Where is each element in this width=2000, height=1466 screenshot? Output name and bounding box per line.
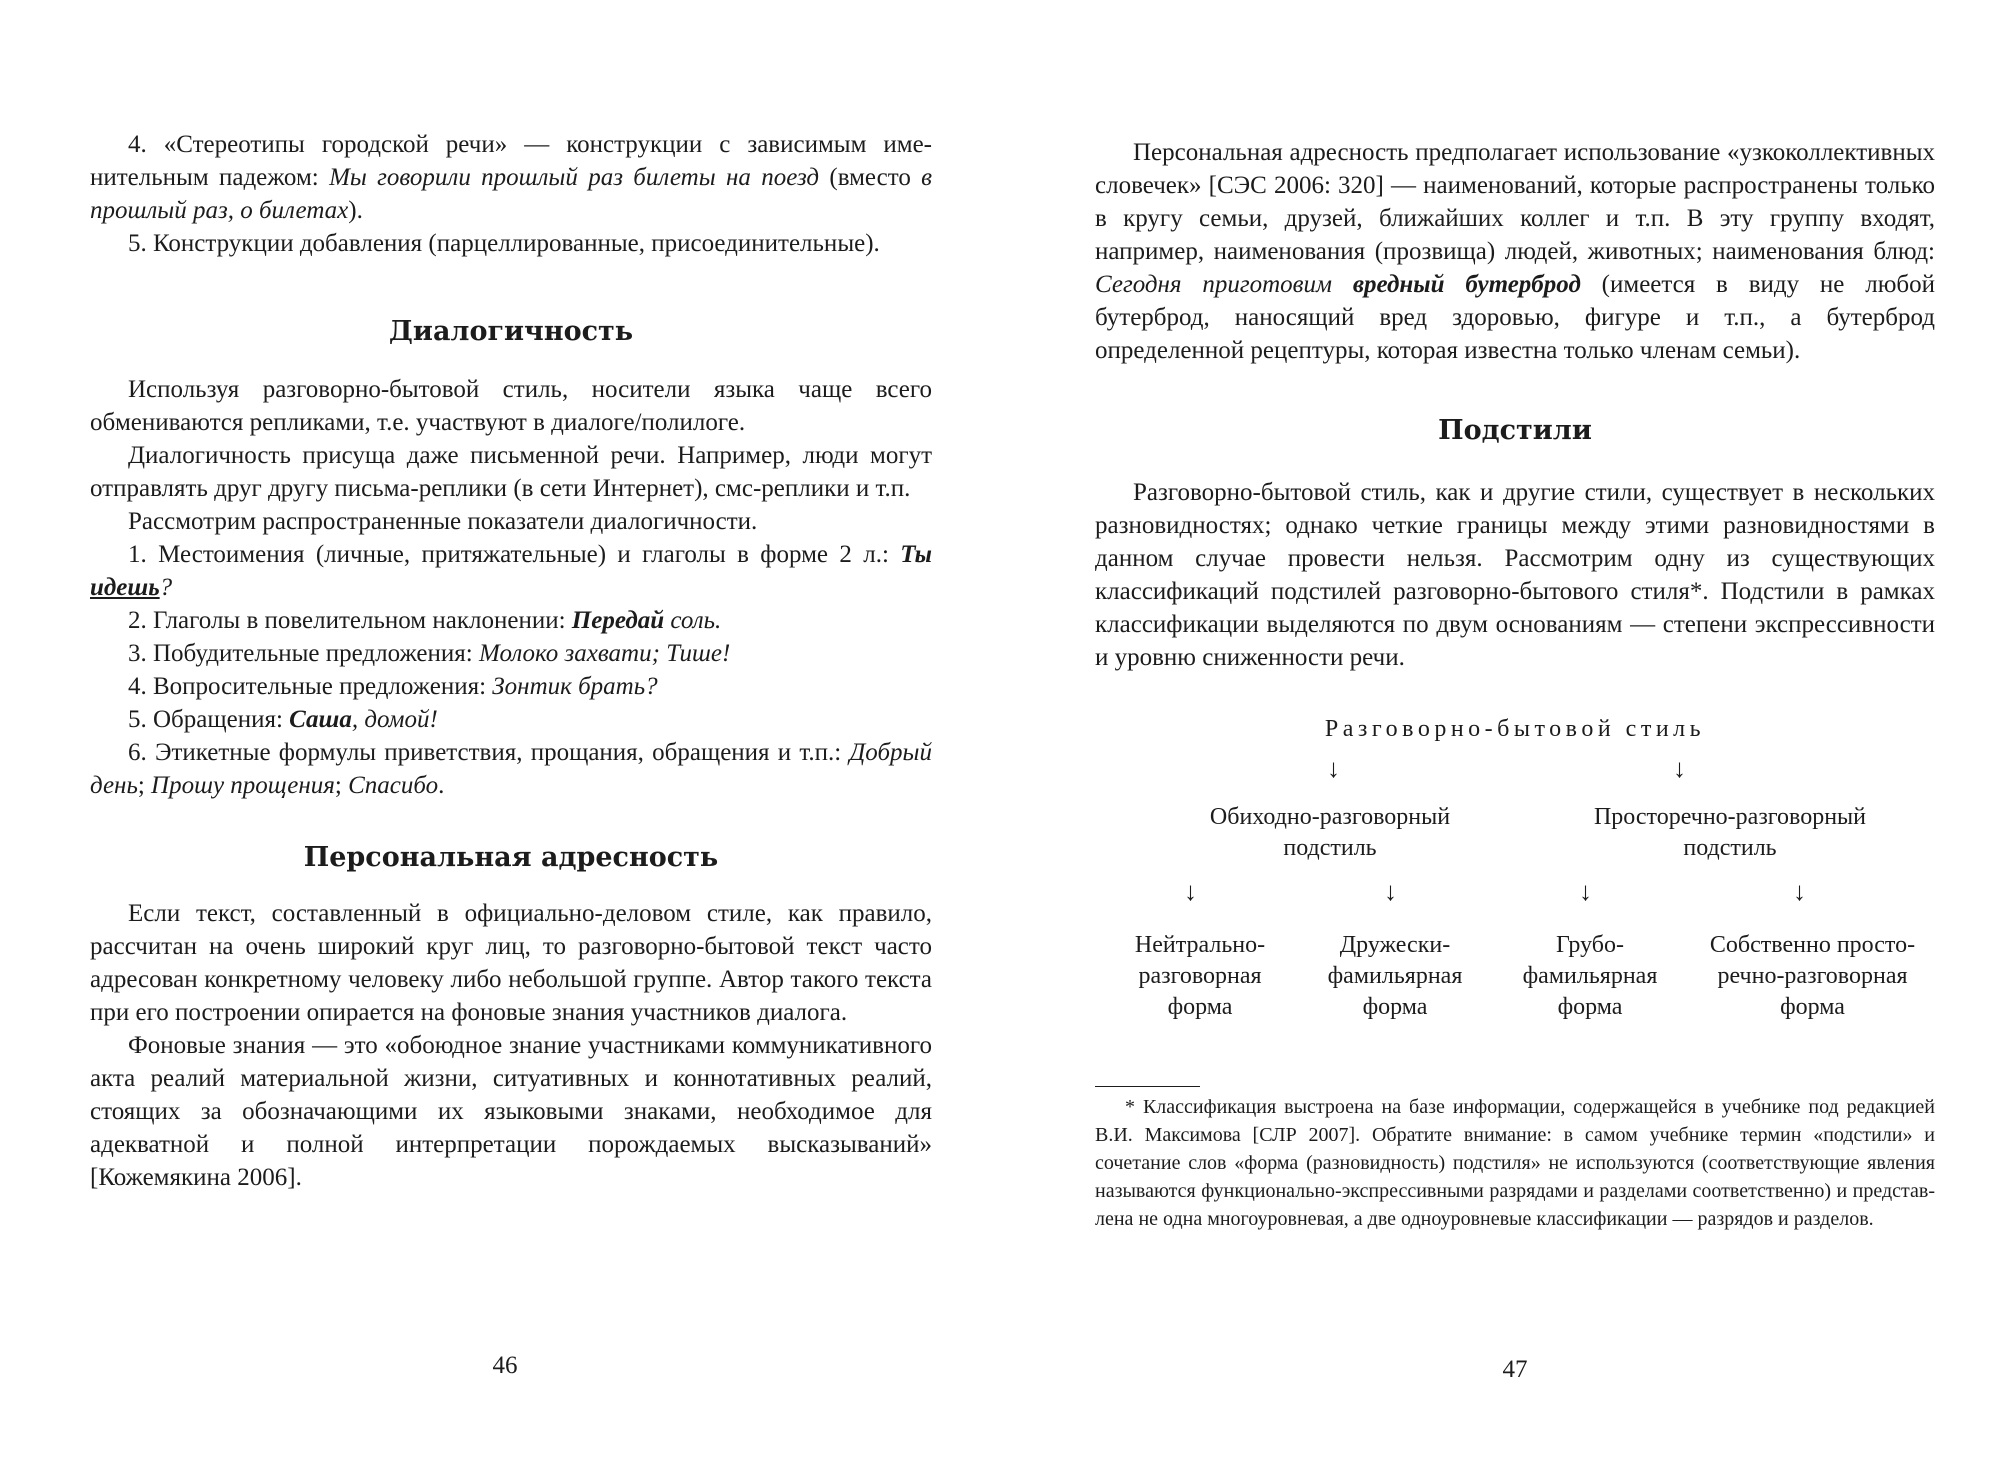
text-run: (имеется в виду не любой бутерброд, наносящий вред здоровью, фигуре и т.п., а бутерброд определенной рецептуры, которая известна только членам семьи). [1095, 271, 1935, 364]
text-run: 3. Побудительные предложения: [128, 640, 479, 667]
left-page [90, 0, 932, 1466]
section-title-personal-addressing: Персональная адресность [303, 842, 719, 873]
text-run: 1. Местоимения (личные, притяжательные) и глаголы в форме 2 л.: [128, 541, 901, 568]
text-run: ? [159, 574, 173, 601]
list-item [90, 670, 932, 703]
right-intro-paragraph [1095, 136, 1935, 367]
text-run: в прошлый раз, о билетах [90, 164, 933, 224]
body-paragraph [90, 439, 932, 505]
list-item [90, 604, 932, 637]
text-run: Ты [900, 541, 932, 568]
text-run: ). [348, 197, 363, 224]
body-paragraph [90, 897, 932, 1029]
text-run: ; [137, 772, 152, 799]
text-run: , домой! [351, 706, 438, 733]
diagram-arrow: ↓ [1673, 754, 1686, 783]
body-paragraph [90, 1029, 932, 1194]
text-run: идешь [90, 574, 160, 601]
substyles-diagram [1095, 714, 1935, 1044]
text-run: Используя разговорно-бытовой стиль, носители языка чаще всего обмениваются репликами, т.е. участвуют в диалоге/полилоге. [90, 376, 932, 436]
body-paragraph [90, 373, 932, 439]
body-paragraph [1095, 476, 1935, 674]
text-run: соль. [664, 607, 722, 634]
footnote-rule [1095, 1086, 1200, 1087]
text-run: Если текст, составленный в официально-деловом стиле, как правило, рассчитан на очень широкий круг лиц, то разговорно-бытовой текст часто адресован конкретному человеку либо небольшой группе. Автор такого текста при его построении опирается на фоновые знания участников диалога. [90, 900, 932, 1026]
text-run: Саша [289, 706, 352, 733]
diagram-arrow: ↓ [1384, 877, 1397, 906]
footnote: * Классификация выстроена на базе информации, содержащейся в учебнике под редакцией В.И. Максимова [СЛР 2007]. Обратите внимание: в самом учебнике термин «подстили» и сочетание слов «форма (разновидность) подстиля» не используются (соответствующие явления называются функционально-экспрессивными разрядами и разделами соответственно) и представлена не одна многоуровневая, а две одноуровневые классификации — разрядов и разделов. [1095, 1096, 1935, 1230]
page-number-right: 47 [1502, 1356, 1528, 1383]
page-number-left: 46 [492, 1352, 518, 1379]
left-intro-paragraph [90, 227, 932, 260]
text-run: Добрый день [90, 739, 932, 799]
text-run: Зонтик брать? [492, 673, 658, 700]
diagram-substyle: Обиходно-разговорный подстиль [1209, 804, 1451, 861]
text-run: Передай [571, 607, 665, 634]
list-item [90, 538, 932, 604]
text-run: ; [334, 772, 349, 799]
text-run: вредный бутерброд [1352, 271, 1581, 298]
text-run: Фоновые знания — это «обоюдное знание участниками коммуникативного акта реалий материальной жизни, ситуативных и коннотативных реалий, стоящих за обозначающими их языковыми знаками, необходимое для адекватной и полной интерпретации порождаемых высказываний» [Кожемякина 2006]. [90, 1032, 932, 1191]
text-run: Диалогичность присуща даже письменной речи. Например, люди могут отправлять друг другу письма-реплики (в сети Интернет), смс-реплики и т.п. [90, 442, 932, 502]
text-run: Молоко захвати; Тише! [478, 640, 731, 667]
diagram-arrow: ↓ [1793, 877, 1806, 906]
list-item [90, 703, 932, 736]
text-run: Персональная адресность предполагает использование «узкоколлективных словечек» [СЭС 2006: 320] — наименований, которые распространены только в кругу семьи, друзей, ближайших коллег и т.п. В эту группу входят, например, наименования (прозвища) людей, животных; наименования блюд: [1095, 139, 1935, 265]
text-run: 4. Вопросительные предложения: [128, 673, 493, 700]
list-item [90, 736, 932, 802]
diagram-root: Разговорно-бытовой стиль [1324, 716, 1706, 742]
text-run: Прошу прощения [151, 772, 335, 799]
diagram-form: Собственно просто- речно-разговорная форма [1709, 932, 1916, 1020]
diagram-form: Дружески- фамильярная форма [1327, 932, 1463, 1020]
diagram-substyle: Просторечно-разговорный подстиль [1593, 804, 1867, 861]
section-title-dialogicity: Диалогичность [388, 316, 634, 347]
list-item [90, 637, 932, 670]
section-title-substyles: Подстили [1438, 415, 1592, 446]
left-intro-paragraph [90, 128, 932, 227]
text-run: Разговорно-бытовой стиль, как и другие стили, существует в нескольких разновидностях; однако четкие границы между этими разновидностями в данном случае провести нельзя. Рассмотрим одну из существующих классификаций подстилей разговорно-бытового стиля*. Подстили в рамках классификации выделяются по двум основаниям — степени экспрессивности и уровню сниженности речи. [1095, 479, 1935, 671]
right-page [1095, 0, 1935, 1466]
text-run: 6. Этикетные формулы приветствия, прощания, обращения и т.п.: [128, 739, 850, 766]
text-run: Сегодня приготовим [1095, 271, 1353, 298]
text-run: Мы говорили прошлый раз билеты на поезд [329, 164, 820, 191]
diagram-arrow: ↓ [1579, 877, 1592, 906]
text-run: 5. Обращения: [128, 706, 290, 733]
text-run: 5. Конструкции добавления (парцеллированные, присоединительные). [128, 230, 880, 257]
text-run: . [438, 772, 445, 799]
text-run: 2. Глаголы в повелительном наклонении: [128, 607, 572, 634]
text-run: Спасибо [348, 772, 439, 799]
text-run: (вместо [819, 164, 922, 191]
diagram-form: Нейтрально- разговорная форма [1134, 932, 1266, 1020]
text-run: Рассмотрим распространенные показатели диалогичности. [128, 508, 758, 535]
diagram-arrow: ↓ [1327, 754, 1340, 783]
diagram-arrow: ↓ [1184, 877, 1197, 906]
body-paragraph [90, 505, 932, 538]
diagram-form: Грубо- фамильярная форма [1522, 932, 1658, 1020]
text-run: 4. «Стереотипы городской речи» — конструкции с зависимым именительным падежом: [90, 131, 932, 191]
